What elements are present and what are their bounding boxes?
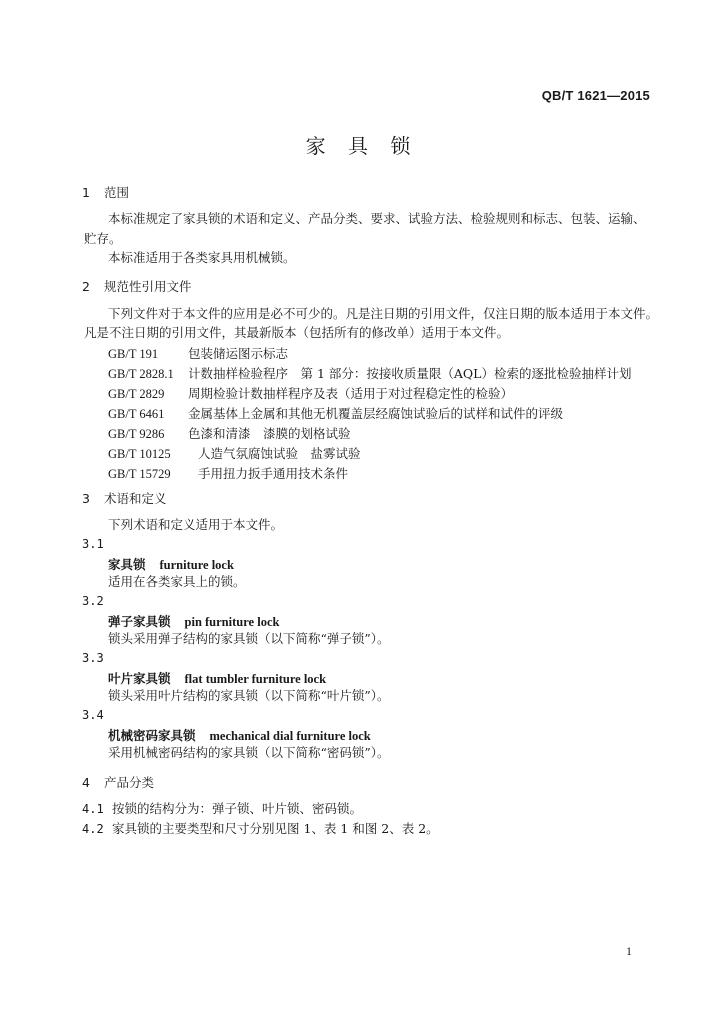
- section-title: 规范性引用文件: [104, 279, 192, 294]
- item-text: 按锁的结构分为：弹子锁、叶片锁、密码锁。: [112, 801, 363, 816]
- reference-title: 色漆和清漆 漆膜的划格试验: [188, 426, 351, 441]
- standard-code: QB/T 1621—2015: [541, 88, 650, 103]
- section-4-heading: [82, 773, 154, 791]
- section-3-heading: [82, 489, 167, 507]
- section-2-paragraph-line: 下列文件对于本文件的应用是必不可少的。凡是注日期的引用文件，仅注日期的版本适用于本文件。: [108, 306, 659, 321]
- section-title: 术语和定义: [104, 491, 167, 506]
- section-1-paragraph-line: 贮存。: [84, 231, 122, 246]
- reference-title: 计数抽样检验程序 第 1 部分：按接收质量限（AQL）检索的逐批检验抽样计划: [188, 366, 632, 381]
- section-number: 3: [82, 491, 90, 506]
- classification-item: [82, 799, 362, 819]
- term-number: 3.1: [82, 537, 104, 551]
- section-number: 4: [82, 775, 90, 790]
- term-zh: 叶片家具锁: [108, 671, 171, 686]
- reference-code: GB/T 2829: [108, 387, 165, 401]
- term-definition: 采用机械密码结构的家具锁（以下简称“密码锁”）。: [108, 745, 390, 760]
- term-en: furniture lock: [159, 558, 234, 572]
- section-number: 1: [82, 185, 90, 200]
- section-title: 产品分类: [104, 775, 155, 790]
- item-text: 家具锁的主要类型和尺寸分别见图 1、表 1 和图 2、表 2。: [112, 821, 439, 836]
- section-number: 2: [82, 279, 90, 294]
- term-heading: [108, 669, 326, 687]
- term-en: pin furniture lock: [184, 615, 280, 629]
- classification-item: [82, 819, 439, 839]
- item-number: 4.2: [82, 822, 104, 836]
- item-number: 4.1: [82, 802, 104, 816]
- term-definition: 锁头采用弹子结构的家具锁（以下简称“弹子锁”）。: [108, 631, 390, 646]
- section-title: 范围: [104, 185, 130, 200]
- reference-code: GB/T 2828.1: [108, 367, 174, 381]
- reference-item: [108, 444, 361, 462]
- term-zh: 家具锁: [108, 557, 146, 572]
- reference-title: 包装储运图示标志: [188, 346, 289, 361]
- section-1-heading: [82, 183, 129, 201]
- term-definition: 适用在各类家具上的锁。: [108, 574, 246, 589]
- term-definition: 锁头采用叶片结构的家具锁（以下简称“叶片锁”）。: [108, 688, 390, 703]
- reference-item: [108, 464, 348, 482]
- term-en: mechanical dial furniture lock: [209, 729, 371, 743]
- section-2-paragraph-line: 凡是不注日期的引用文件，其最新版本（包括所有的修改单）适用于本文件。: [84, 325, 510, 340]
- reference-title: 人造气氛腐蚀试验 盐雾试验: [198, 446, 361, 461]
- section-1-paragraph: 本标准适用于各类家具用机械锁。: [108, 250, 296, 265]
- term-heading: [108, 612, 279, 630]
- term-zh: 机械密码家具锁: [108, 728, 196, 743]
- section-3-intro: 下列术语和定义适用于本文件。: [108, 517, 284, 532]
- reference-item: [108, 404, 563, 422]
- reference-title: 金属基体上金属和其他无机覆盖层经腐蚀试验后的试样和试件的评级: [188, 406, 564, 421]
- term-number: 3.2: [82, 594, 104, 608]
- reference-code: GB/T 10125: [108, 447, 171, 461]
- term-number: 3.3: [82, 651, 104, 665]
- reference-title: 手用扭力扳手通用技术条件: [198, 466, 349, 481]
- reference-code: GB/T 15729: [108, 467, 171, 481]
- term-zh: 弹子家具锁: [108, 614, 171, 629]
- reference-item: [108, 364, 631, 382]
- section-2-heading: [82, 277, 192, 295]
- term-heading: [108, 555, 234, 573]
- reference-code: GB/T 6461: [108, 407, 165, 421]
- page-number: 1: [626, 944, 632, 958]
- reference-item: [108, 424, 351, 442]
- reference-title: 周期检验计数抽样程序及表（适用于对过程稳定性的检验）: [188, 386, 514, 401]
- reference-code: GB/T 191: [108, 347, 159, 361]
- section-1-paragraph-line: 本标准规定了家具锁的术语和定义、产品分类、要求、试验方法、检验规则和标志、包装、运输、: [108, 211, 646, 226]
- term-number: 3.4: [82, 708, 104, 722]
- reference-item: [108, 384, 513, 402]
- document-title: 家 具 锁: [305, 134, 419, 158]
- reference-item: [108, 344, 288, 362]
- term-heading: [108, 726, 371, 744]
- term-en: flat tumbler furniture lock: [184, 672, 327, 686]
- reference-code: GB/T 9286: [108, 427, 165, 441]
